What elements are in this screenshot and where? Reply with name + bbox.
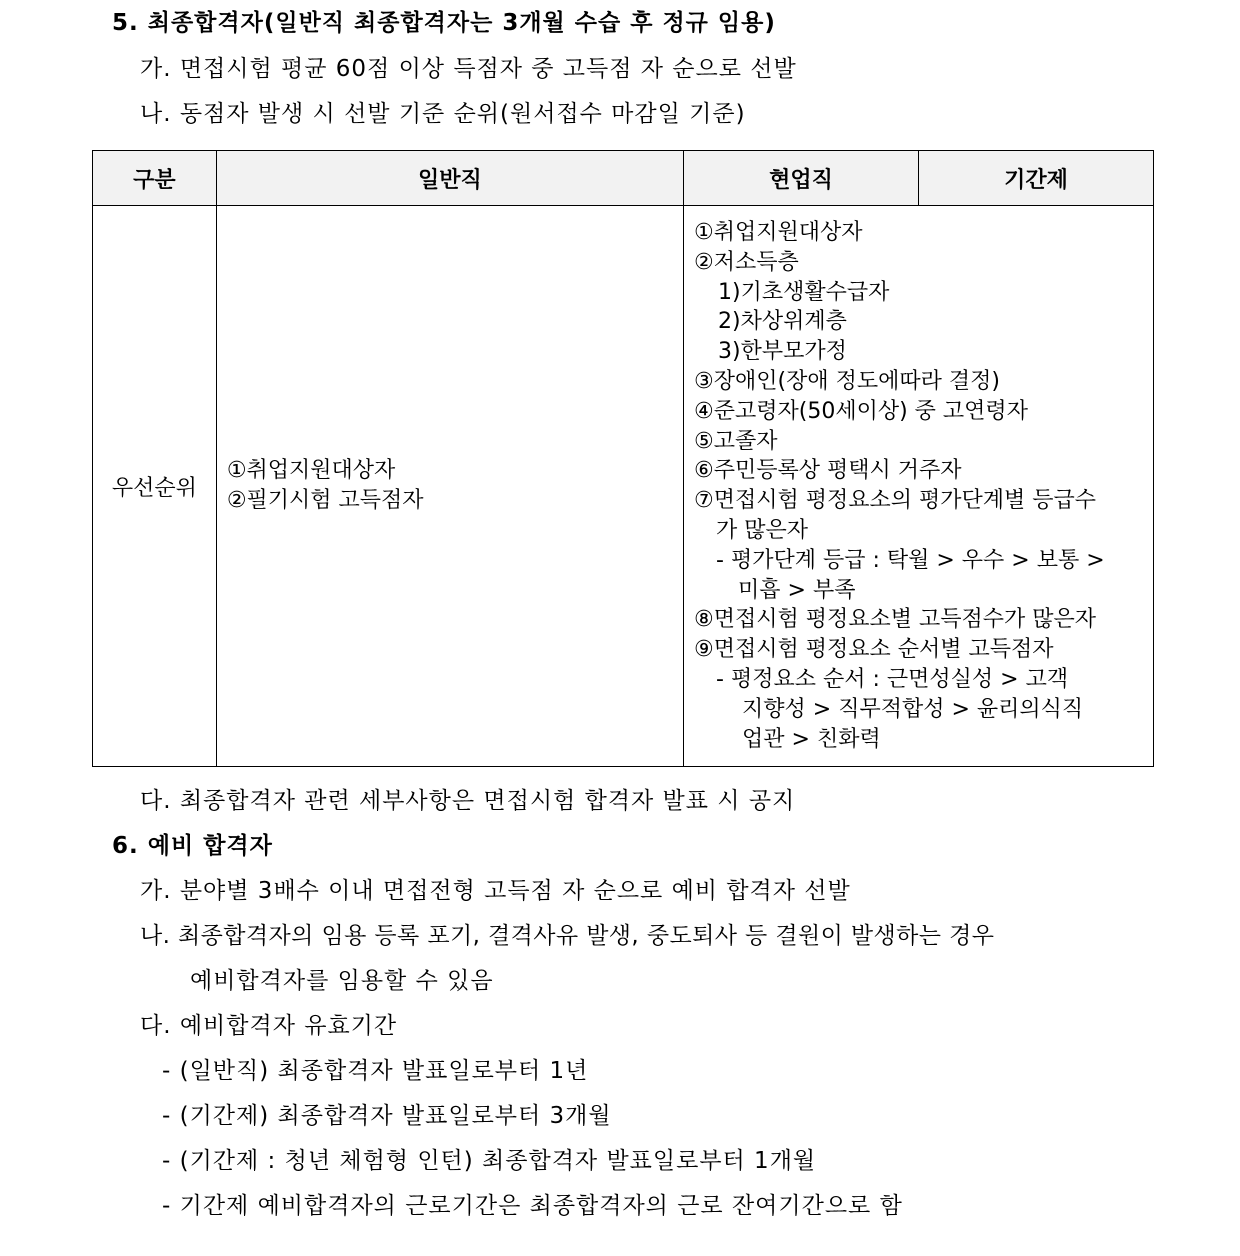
priority-note: - 평가단계 등급 : 탁월 > 우수 > 보통 >	[716, 547, 1105, 573]
priority-table	[92, 150, 1154, 767]
priority-item: ①취업지원대상자	[694, 220, 863, 245]
section5-item-ga: 가. 면접시험 평균 60점 이상 득점자 중 고득점 자 순으로 선발	[140, 56, 797, 82]
header-fixed-term: 기간제	[919, 151, 1154, 206]
priority-item: ②저소득층	[694, 249, 799, 275]
section6-item-da: 다. 예비합격자 유효기간	[140, 1013, 398, 1039]
general-priority-cell	[216, 206, 683, 767]
section5-item-da: 다. 최종합격자 관련 세부사항은 면접시험 합격자 발표 시 공지	[140, 788, 796, 814]
priority-item: ⑧면접시험 평정요소별 고득점수가 많은자	[694, 607, 1097, 633]
table-header-row	[93, 151, 1154, 206]
priority-subitem: 2)차상위계층	[718, 309, 847, 335]
priority-subitem: 1)기초생활수급자	[718, 279, 890, 305]
priority-note-continuation: 업관 > 친화력	[742, 726, 881, 752]
priority-item: ⑥주민등록상 평택시 거주자	[694, 458, 962, 484]
row-label-priority: 우선순위	[93, 206, 217, 767]
general-priority-item: ②필기시험 고득점자	[226, 488, 424, 514]
validity-bullet: - 기간제 예비합격자의 근로기간은 최종합격자의 근로 잔여기간으로 함	[162, 1193, 903, 1219]
header-field-work: 현업직	[684, 151, 919, 206]
priority-item: ③장애인(장애 정도에따라 결정)	[694, 368, 1000, 394]
section6-item-ga: 가. 분야별 3배수 이내 면접전형 고득점 자 순으로 예비 합격자 선발	[140, 878, 851, 904]
priority-item: ⑦면접시험 평정요소의 평가단계별 등급수	[694, 488, 1097, 514]
section6-item-na-continuation: 예비합격자를 임용할 수 있음	[190, 968, 494, 994]
validity-bullet: - (일반직) 최종합격자 발표일로부터 1년	[162, 1058, 589, 1084]
priority-item: ⑤고졸자	[694, 428, 778, 454]
section6-heading: 6. 예비 합격자	[112, 833, 273, 859]
priority-item: ④준고령자(50세이상) 중 고연령자	[694, 398, 1028, 424]
header-category: 구분	[93, 151, 217, 206]
field-work-priority-cell	[684, 206, 1154, 767]
general-priority-item: ①취업지원대상자	[226, 458, 396, 484]
priority-item-continuation: 가 많은자	[716, 517, 809, 543]
header-general: 일반직	[216, 151, 683, 206]
priority-note-continuation: 미흡 > 부족	[738, 577, 856, 603]
priority-subitem: 3)한부모가정	[718, 339, 847, 365]
section6-item-na: 나. 최종합격자의 임용 등록 포기, 결격사유 발생, 중도퇴사 등 결원이 발생하는 경우	[140, 923, 995, 949]
section5-item-na: 나. 동점자 발생 시 선발 기준 순위(원서접수 마감일 기준)	[140, 101, 746, 127]
priority-item: ⑨면접시험 평정요소 순서별 고득점자	[694, 637, 1054, 663]
validity-bullet: - (기간제) 최종합격자 발표일로부터 3개월	[162, 1103, 612, 1129]
priority-note-continuation: 지향성 > 직무적합성 > 윤리의식직	[742, 696, 1084, 722]
section5-heading: 5. 최종합격자(일반직 최종합격자는 3개월 수습 후 정규 임용)	[112, 10, 776, 36]
priority-note: - 평정요소 순서 : 근면성실성 > 고객	[716, 666, 1069, 692]
validity-bullet: - (기간제 : 청년 체험형 인턴) 최종합격자 발표일로부터 1개월	[162, 1148, 817, 1174]
table-row	[93, 206, 1154, 767]
